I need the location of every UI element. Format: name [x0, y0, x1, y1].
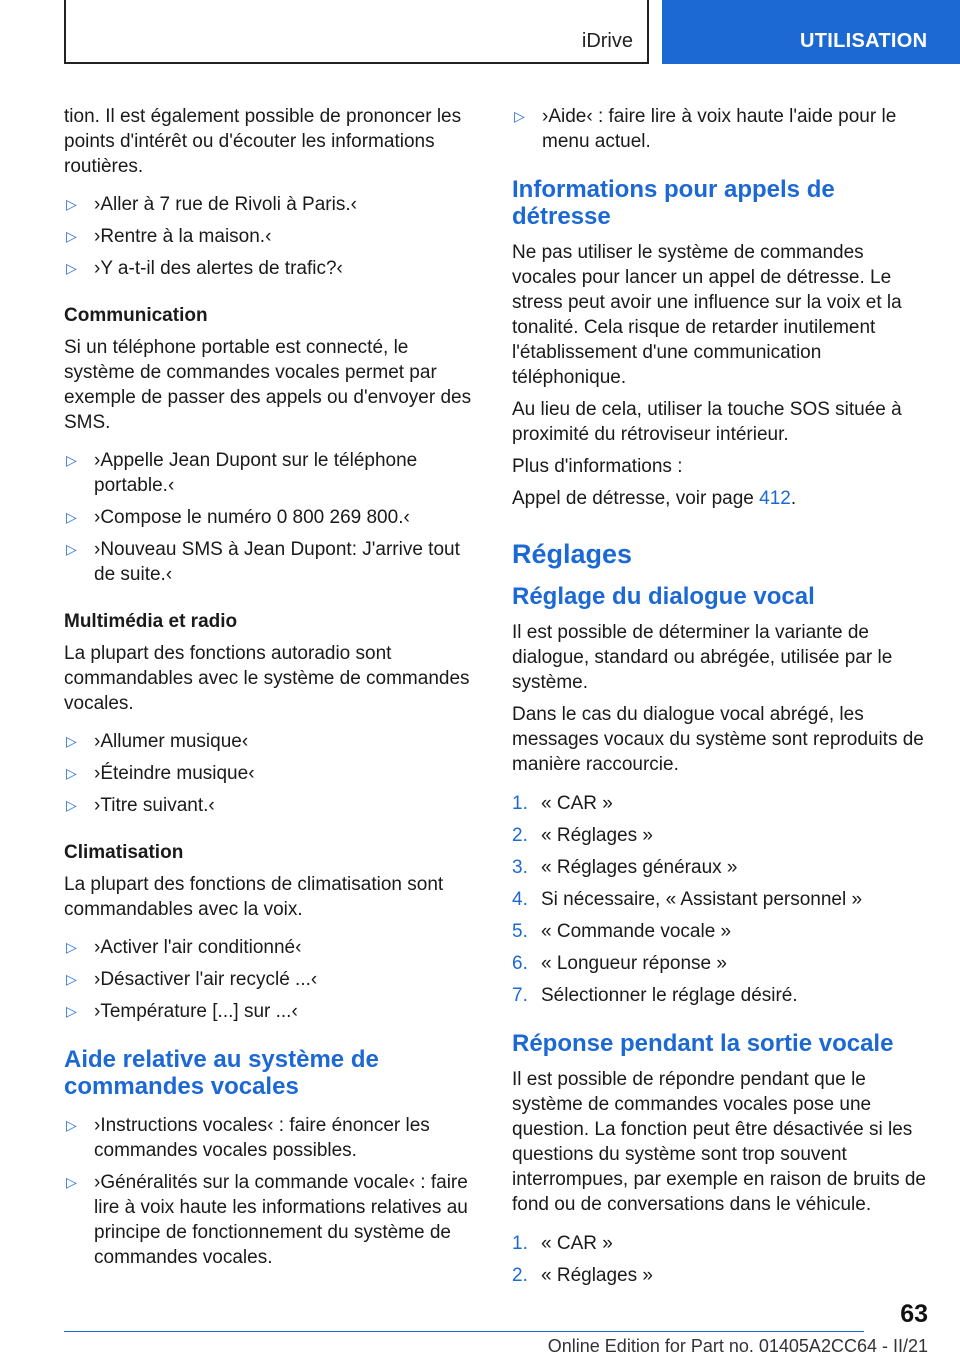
triangle-bullet-icon: ▷ [66, 797, 77, 813]
list-item: ▷ ›Éteindre musique‹ [66, 763, 255, 784]
triangle-bullet-icon: ▷ [66, 228, 77, 244]
triangle-bullet-icon: ▷ [66, 1003, 77, 1019]
reply-heading: Réponse pendant la sortie vocale [512, 1030, 894, 1057]
triangle-bullet-icon: ▷ [66, 541, 77, 557]
list-item: ▷ ›Aide‹ : faire lire à voix haute l'aide pour le menu actuel. [514, 106, 897, 152]
triangle-bullet-icon: ▷ [66, 196, 77, 212]
step-item: 1. « CAR » [512, 1233, 613, 1254]
climatisation-paragraph: La plupart des fonctions de climatisation sont commandables avec la voix. [64, 874, 444, 920]
dialog-steps-list [512, 791, 928, 1008]
footer-edition: Online Edition for Part no. 01405A2CC64 - II/21 [547, 1336, 928, 1356]
footer-divider [64, 1331, 864, 1332]
emergency-paragraph-3: Plus d'informations : [512, 456, 683, 477]
list-item: ▷ ›Activer l'air conditionné‹ [66, 937, 302, 958]
communication-paragraph: Si un téléphone portable est connecté, le système de commandes vocales permet par exemple de passer des appels ou d'envoyer des SMS. [64, 337, 472, 433]
list-item: ▷ ›Aller à 7 rue de Rivoli à Paris.‹ [66, 194, 357, 215]
step-item: 6. « Longueur réponse » [512, 953, 727, 974]
list-item: ▷ ›Nouveau SMS à Jean Dupont: J'arrive tout de suite.‹ [66, 539, 460, 585]
header-section-box [64, 0, 649, 64]
multimedia-paragraph: La plupart des fonctions autoradio sont commandables avec le système de commandes vocales. [64, 643, 470, 714]
multimedia-heading: Multimédia et radio [64, 611, 238, 632]
step-item: 2. « Réglages » [512, 825, 653, 846]
emergency-heading: Informations pour appels de détresse [512, 176, 835, 230]
page-number: 63 [900, 1300, 928, 1328]
triangle-bullet-icon: ▷ [66, 971, 77, 987]
list-item: ▷ ›Titre suivant.‹ [66, 795, 215, 816]
list-item: ▷ ›Compose le numéro 0 800 269 800.‹ [66, 507, 410, 528]
communication-heading: Communication [64, 305, 208, 326]
triangle-bullet-icon: ▷ [66, 733, 77, 749]
triangle-bullet-icon: ▷ [66, 509, 77, 525]
emergency-page-reference: Appel de détresse, voir page 412. [512, 488, 797, 509]
page-reference-link[interactable]: 412 [759, 488, 791, 509]
step-item: 5. « Commande vocale » [512, 921, 732, 942]
climatisation-examples-list [64, 935, 478, 1024]
dialog-paragraph-1: Il est possible de déterminer la variante de dialogue, standard ou abrégée, utilisée par le système. [512, 622, 893, 693]
step-item: 1. « CAR » [512, 793, 613, 814]
triangle-bullet-icon: ▷ [66, 1174, 77, 1190]
list-item: ▷ ›Rentre à la maison.‹ [66, 226, 272, 247]
help-examples-list [64, 1113, 478, 1270]
dialog-heading: Réglage du dialogue vocal [512, 583, 815, 610]
reply-steps-list [512, 1231, 928, 1288]
step-item: 7. Sélectionner le réglage désiré. [512, 985, 798, 1006]
dialog-paragraph-2: Dans le cas du dialogue vocal abrégé, les messages vocaux du système sont reproduits de manière raccourcie. [512, 704, 924, 775]
right-column [512, 104, 928, 1304]
list-item: ▷ ›Instructions vocales‹ : faire énoncer les commandes vocales possibles. [66, 1115, 430, 1161]
triangle-bullet-icon: ▷ [66, 1117, 77, 1133]
emergency-paragraph-2: Au lieu de cela, utiliser la touche SOS située à proximité du rétroviseur intérieur. [512, 399, 902, 445]
nav-examples-list [64, 192, 478, 281]
intro-paragraph: tion. Il est également possible de prononcer les points d'intérêt ou d'écouter les informations routières. [64, 106, 462, 177]
help-examples-list-continued [512, 104, 928, 154]
step-item: 3. « Réglages généraux » [512, 857, 738, 878]
triangle-bullet-icon: ▷ [66, 260, 77, 276]
list-item: ▷ ›Généralités sur la commande vocale‹ : faire lire à voix haute les informations relatives au principe de fonctionnement du système de commandes vocales. [66, 1172, 468, 1268]
multimedia-examples-list [64, 729, 478, 818]
triangle-bullet-icon: ▷ [66, 452, 77, 468]
list-item: ▷ ›Y a-t-il des alertes de trafic?‹ [66, 258, 343, 279]
triangle-bullet-icon: ▷ [66, 939, 77, 955]
emergency-paragraph-1: Ne pas utiliser le système de commandes vocales pour lancer un appel de détresse. Le stress peut avoir une influence sur la voix et la tonalité. Cela risque de retarder inutilement l'établissement d'une communication téléphonique. [512, 242, 902, 388]
step-item: 4. Si nécessaire, « Assistant personnel » [512, 889, 863, 910]
left-column [64, 104, 478, 1286]
list-item: ▷ ›Désactiver l'air recyclé ...‹ [66, 969, 318, 990]
list-item: ▷ ›Allumer musique‹ [66, 731, 249, 752]
list-item: ▷ ›Appelle Jean Dupont sur le téléphone portable.‹ [66, 450, 418, 496]
settings-heading: Réglages [512, 539, 633, 569]
help-heading: Aide relative au système de commandes vocales [64, 1046, 379, 1100]
communication-examples-list [64, 448, 478, 587]
climatisation-heading: Climatisation [64, 842, 184, 863]
list-item: ▷ ›Température [...] sur ...‹ [66, 1001, 298, 1022]
triangle-bullet-icon: ▷ [66, 765, 77, 781]
reply-paragraph: Il est possible de répondre pendant que le système de commandes vocales pose une question. La fonction peut être désactivée si les questions du système sont trop souvent interrompues, par exemple en raison de bruits de fond ou de conversations dans le véhicule. [512, 1069, 927, 1215]
header-chapter-tab: UTILISATION [662, 0, 960, 64]
header-section-label: iDrive [581, 30, 633, 52]
step-item: 2. « Réglages » [512, 1265, 653, 1286]
triangle-bullet-icon: ▷ [514, 108, 525, 124]
